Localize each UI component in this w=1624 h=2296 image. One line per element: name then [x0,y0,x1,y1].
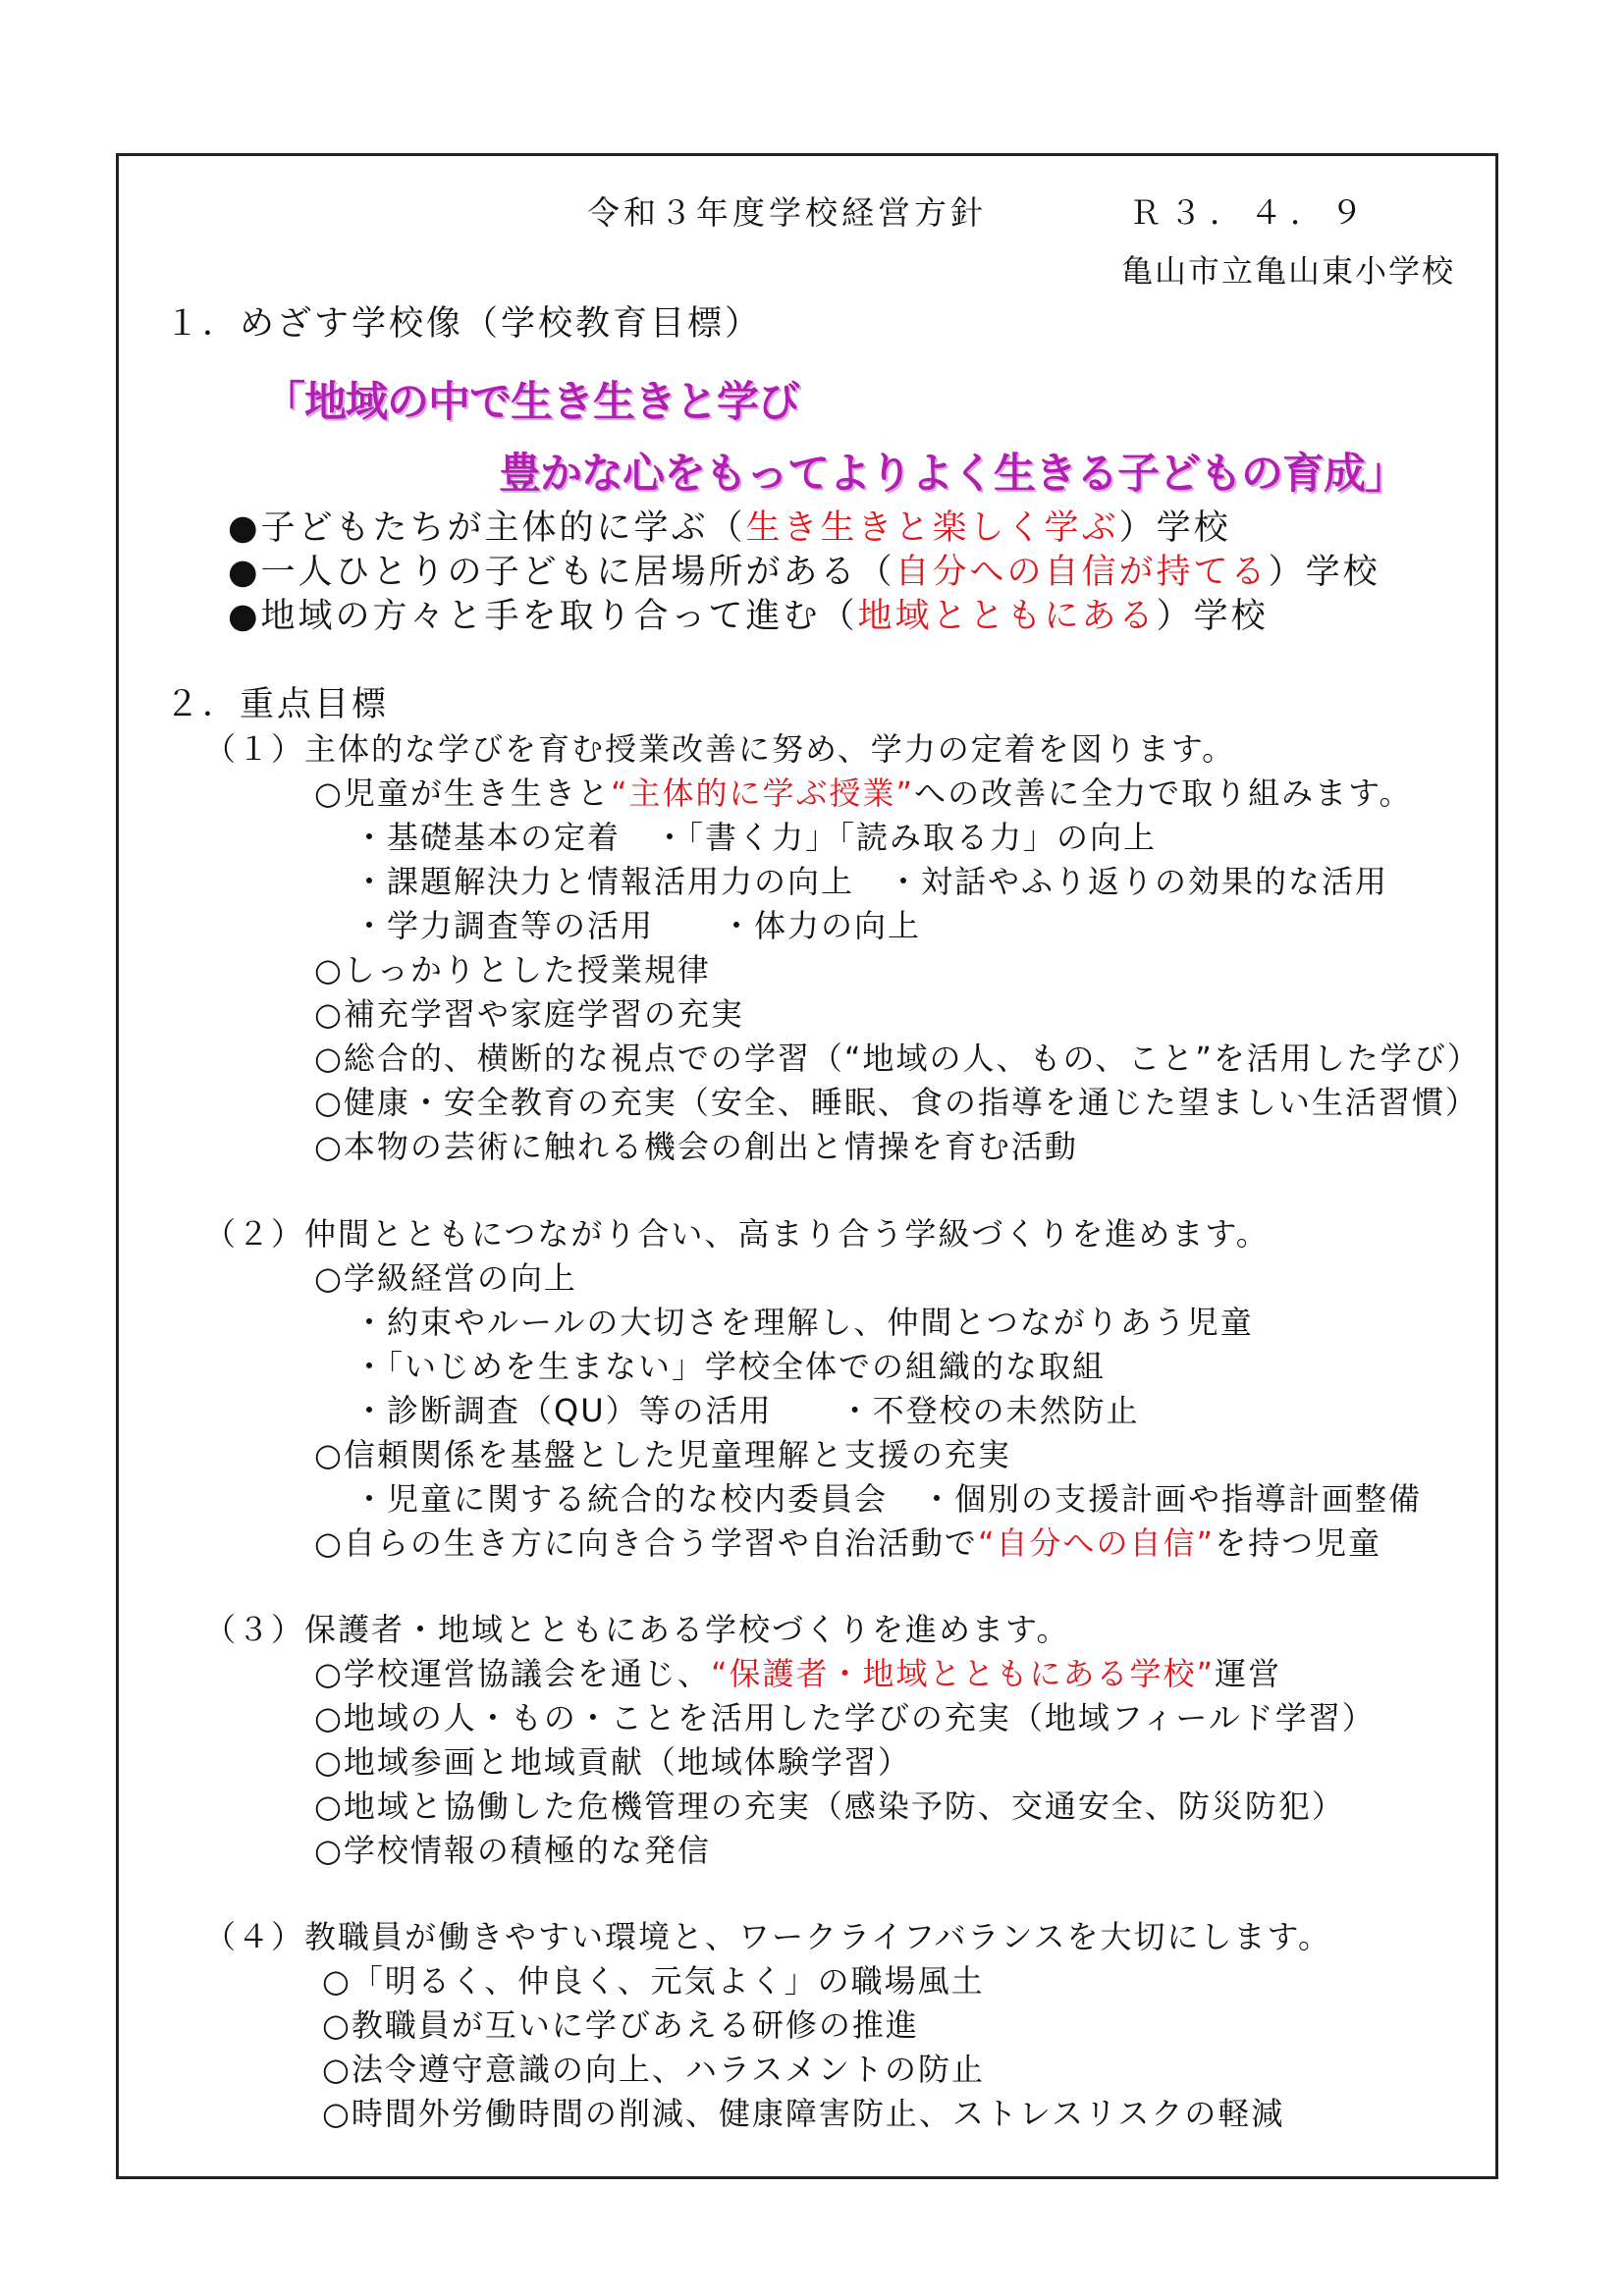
item-text: 運営 [1215,1655,1282,1692]
item-text: ○学校運営協議会を通じ、 [314,1655,711,1692]
goal3-item [314,1654,1281,1693]
goal-text: ●一人ひとりの子どもに居場所がある（ [228,553,895,592]
item-highlight: “自分への自信” [977,1524,1216,1562]
goal2-heading: （２）仲間とともにつながり合い、高まり合う学級づくりを進めます。 [204,1215,1270,1253]
goal4-heading: （４）教職員が働きやすい環境と、ワークライフバランスを大切にします。 [204,1918,1332,1955]
goal3-item: ○地域の人・もの・ことを活用した学びの充実（地域フィールド学習） [314,1699,1376,1736]
item-highlight: “保護者・地域とともにある学校” [710,1655,1216,1692]
document-title: 令和３年度学校経営方針 [587,193,987,232]
goal-item [228,553,1380,592]
goal1-subitem: ・学力調査等の活用 ・体力の向上 [353,907,922,944]
goal3-item: ○地域と協働した危機管理の充実（感染予防、交通安全、防災防犯） [314,1788,1345,1825]
goal-highlight: 自分への自信が持てる [894,553,1269,592]
goal2-subitem: ・「いじめを生まない」学校全体での組織的な取組 [353,1348,1107,1385]
goal1-item [314,774,1413,813]
goal-text: ）学校 [1156,597,1269,636]
document-date: Ｒ３．４．９ [1129,193,1371,232]
goal1-item: ○補充学習や家庭学習の充実 [314,995,744,1033]
goal3-heading: （３）保護者・地域とともにある学校づくりを進めます。 [204,1611,1070,1648]
goal-text: ●地域の方々と手を取り合って進む（ [228,597,858,636]
goal2-subitem: ・診断調査（QU）等の活用 ・不登校の未然防止 [353,1392,1140,1429]
goal2-item [314,1523,1381,1563]
goal-item [228,597,1269,636]
goal1-item: ○健康・安全教育の充実（安全、睡眠、食の指導を通じた望ましい生活習慣） [314,1084,1479,1121]
goal3-item: ○地域参画と地域貢献（地域体験学習） [314,1743,911,1781]
goal-text: ）学校 [1118,508,1231,548]
goal1-item: ○総合的、横断的な視点での学習（“地域の人、もの、こと”を活用した学び） [314,1040,1481,1077]
goal4-item: ○教職員が互いに学びあえる研修の推進 [322,2006,919,2044]
goal-item [228,508,1231,548]
item-text: への改善に全力で取り組みます。 [914,774,1413,812]
item-text: ○自らの生き方に向き合う学習や自治活動で [314,1524,978,1562]
school-name: 亀山市立亀山東小学校 [1121,252,1456,290]
goal-text: ●子どもたちが主体的に学ぶ（ [228,508,746,548]
slogan-line2: 豊かな心をもってよりよく生きる子どもの育成」 [499,450,1406,499]
goal2-subitem: ・約束やルールの大切さを理解し、仲間とつながりあう児童 [353,1304,1254,1341]
goal4-item: ○時間外労働時間の削減、健康障害防止、ストレスリスクの軽減 [322,2095,1285,2132]
section1-heading: １．めざす学校像（学校教育目標） [165,304,763,344]
goal1-subitem: ・課題解決力と情報活用力の向上 ・対話やふり返りの効果的な活用 [353,863,1389,900]
goal2-subitem: ・児童に関する統合的な校内委員会 ・個別の支援計画や指導計画整備 [353,1480,1423,1518]
goal2-item: ○信頼関係を基盤とした児童理解と支援の充実 [314,1436,1011,1473]
goal-highlight: 地域とともにある [857,597,1157,636]
goal-text: ）学校 [1268,553,1380,592]
section2-heading: ２．重点目標 [165,685,390,724]
slogan-line1: 「地域の中で生き生きと学び [263,378,799,427]
goal3-item: ○学校情報の積極的な発信 [314,1832,711,1869]
goal1-item: ○本物の芸術に触れる機会の創出と情操を育む活動 [314,1128,1078,1165]
goal-highlight: 生き生きと楽しく学ぶ [745,508,1119,548]
goal1-subitem: ・基礎基本の定着 ・「書く力」「読み取る力」の向上 [353,819,1158,856]
item-text: ○児童が生き生きと [314,774,611,812]
goal1-heading: （１）主体的な学びを育む授業改善に努め、学力の定着を図ります。 [204,730,1236,768]
goal1-item: ○しっかりとした授業規律 [314,951,711,988]
item-text: を持つ児童 [1215,1524,1382,1562]
item-highlight: “主体的に学ぶ授業” [610,774,915,812]
goal2-item: ○学級経営の向上 [314,1259,577,1297]
goal4-item: ○法令遵守意識の向上、ハラスメントの防止 [322,2051,985,2088]
goal4-item: ○「明るく、仲良く、元気よく」の職場風土 [322,1962,985,2000]
